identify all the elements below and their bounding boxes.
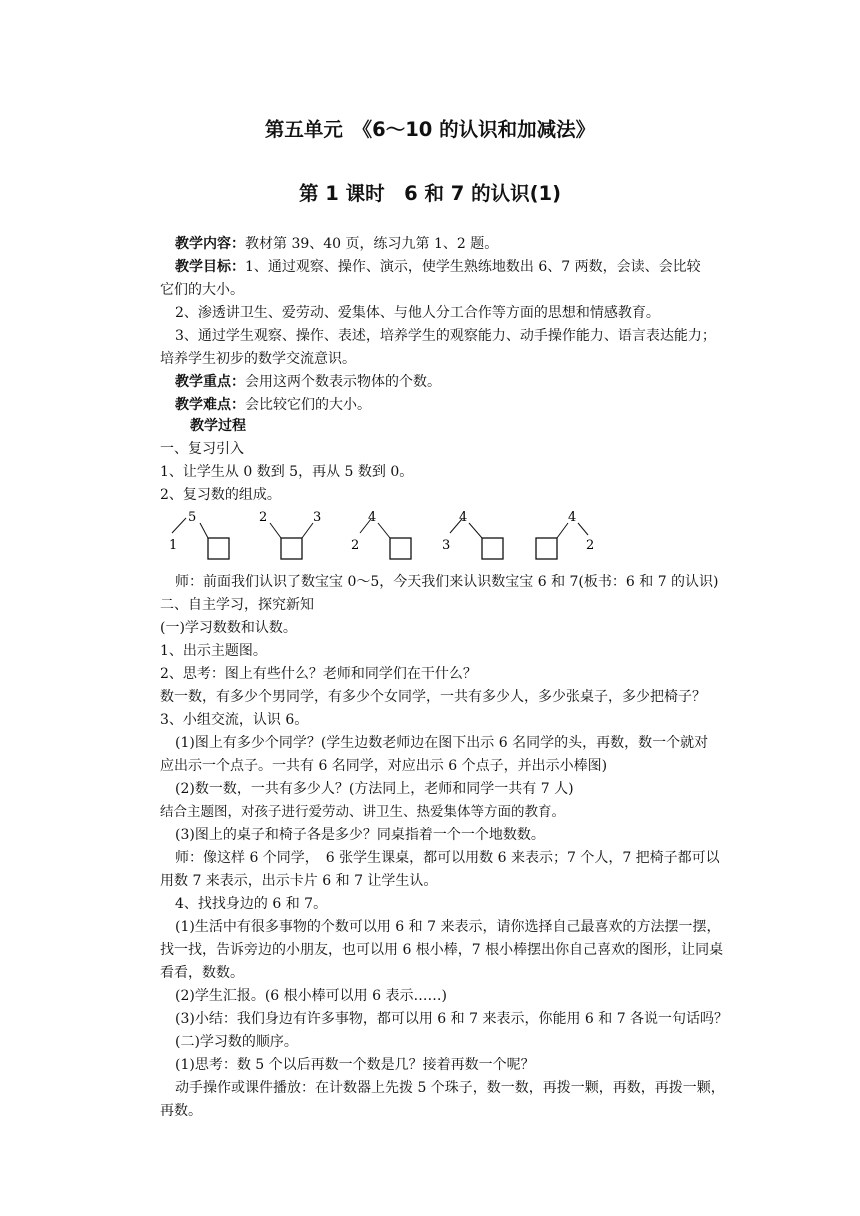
difficulty-line	[175, 397, 371, 413]
subsection-counting: (一)学习数数和认数。	[160, 620, 297, 636]
focus-label: 教学重点：	[175, 374, 245, 390]
q1: (1)生活中有很多事物的个数可以用 6 和 7 来表示，请你选择自己最喜欢的方法摆一摆，	[175, 919, 721, 935]
answer-box	[390, 538, 411, 559]
goal2: 2、渗透讲卫生、爱劳动、爱集体、与他人分工合作等方面的思想和情感教育。	[175, 305, 660, 321]
composition-diagram-4	[442, 510, 503, 559]
point2-note: 结合主题图，对孩子进行爱劳动、讲卫生、热爱集体等方面的教育。	[160, 804, 565, 820]
section-review: 一、复习引入	[160, 441, 244, 457]
goal3-text: 3、通过学生观察、操作、表述，培养学生的观察能力、动手操作能力、语言表达能力；	[175, 328, 716, 344]
goal1-continued: 它们的大小。	[160, 282, 244, 298]
step-find-6-7: 4、找找身边的 6 和 7。	[175, 896, 328, 912]
diagram5-right: 2	[586, 538, 595, 553]
point3: (3)图上的桌子和椅子各是多少？同桌指着一个一个地数数。	[175, 827, 545, 843]
answer-box	[482, 538, 503, 559]
step-show-picture: 1、出示主题图。	[160, 643, 267, 659]
r2: 动手操作或课件播放：在计数器上先拨 5 个珠子，数一数，再拨一颗，再数，再拨一颗，	[175, 1080, 725, 1096]
review-step2: 2、复习数的组成。	[160, 487, 281, 503]
answer-box	[208, 538, 229, 559]
step-group-discuss: 3、小组交流，认识 6。	[160, 712, 309, 728]
teacher-explain: 师：像这样 6 个同学， 6 张学生课桌，都可以用数 6 来表示；7 个人，7 把椅子都可以	[175, 850, 720, 866]
goal3-continued: 培养学生初步的数学交流意识。	[160, 351, 356, 367]
lesson-title: 第 1 课时 6 和 7 的认识(1)	[298, 182, 562, 205]
content-text: 教材第 39、40 页，练习九第 1、2 题。	[245, 236, 499, 252]
q2: (2)学生汇报。(6 根小棒可以用 6 表示……)	[175, 988, 447, 1004]
q3: (3)小结：我们身边有许多事物，都可以用 6 和 7 来表示，你能用 6 和 7 各说一句话吗？	[175, 1011, 729, 1027]
goal1-text: 1、通过观察、操作、演示，使学生熟练地数出 6、7 两数，会读、会比较	[245, 259, 701, 275]
step-think-detail: 数一数，有多少个男同学，有多少个女同学，一共有多少人，多少张桌子，多少把椅子？	[160, 689, 706, 705]
answer-box	[281, 538, 302, 559]
point1: (1)图上有多少个同学？(学生边数老师边在图下出示 6 名同学的头，再数，数一个就对	[175, 735, 709, 751]
difficulty-text: 会比较它们的大小。	[245, 397, 371, 413]
diagram3-left: 2	[351, 538, 360, 553]
answer-box	[536, 538, 557, 559]
r1: (1)思考：数 5 个以后再数一个数是几？接着再数一个呢？	[175, 1057, 535, 1073]
teacher-explain-continued: 用数 7 来表示，出示卡片 6 和 7 让学生认。	[160, 873, 438, 889]
goals-label: 教学目标：	[175, 259, 245, 275]
composition-diagram-2	[259, 510, 321, 559]
focus-text: 会用这两个数表示物体的个数。	[245, 374, 441, 390]
composition-diagram-5	[536, 510, 594, 559]
point2: (2)数一数，一共有多少人？(方法同上，老师和同学一共有 7 人)	[175, 781, 574, 797]
r2-continued: 再数。	[160, 1103, 202, 1119]
step-think: 2、思考：图上有些什么？老师和同学们在干什么？	[160, 666, 477, 682]
content-line	[175, 236, 498, 252]
diagram1-left: 1	[169, 538, 178, 553]
point1-continued: 应出示一个点子。一共有 6 名同学，对应出示 6 个点子，并出示小棒图)	[160, 758, 608, 774]
focus-line	[175, 374, 441, 390]
content-label: 教学内容：	[175, 236, 245, 252]
diagram4-top: 4	[459, 510, 468, 525]
diagram4-left: 3	[442, 538, 451, 553]
composition-diagram-3	[351, 510, 411, 559]
q1-continued: 找一找，告诉旁边的小朋友，也可以用 6 根小棒，7 根小棒摆出你自己喜欢的图形，让同桌	[160, 942, 724, 958]
difficulty-label: 教学难点：	[175, 397, 245, 413]
review-step1: 1、让学生从 0 数到 5，再从 5 数到 0。	[160, 464, 414, 480]
diagram2-right: 3	[313, 510, 322, 525]
teacher-intro: 师：前面我们认识了数宝宝 0～5，今天我们来认识数宝宝 6 和 7(板书：6 和 7 的认识)	[175, 574, 719, 590]
subsection-order: (二)学习数的顺序。	[175, 1034, 298, 1050]
diagram3-top: 4	[368, 510, 377, 525]
q1-continued-2: 看看，数数。	[160, 965, 244, 981]
diagram2-left: 2	[259, 510, 268, 525]
goals-line	[175, 259, 701, 275]
unit-title: 第五单元 《6～10 的认识和加减法》	[264, 118, 596, 141]
diagram1-top: 5	[188, 510, 197, 525]
number-composition-diagrams	[160, 505, 620, 565]
process-heading: 教学过程	[190, 418, 246, 434]
section-explore: 二、自主学习，探究新知	[160, 597, 314, 613]
composition-diagram-1	[169, 510, 229, 559]
diagram5-top: 4	[568, 510, 577, 525]
